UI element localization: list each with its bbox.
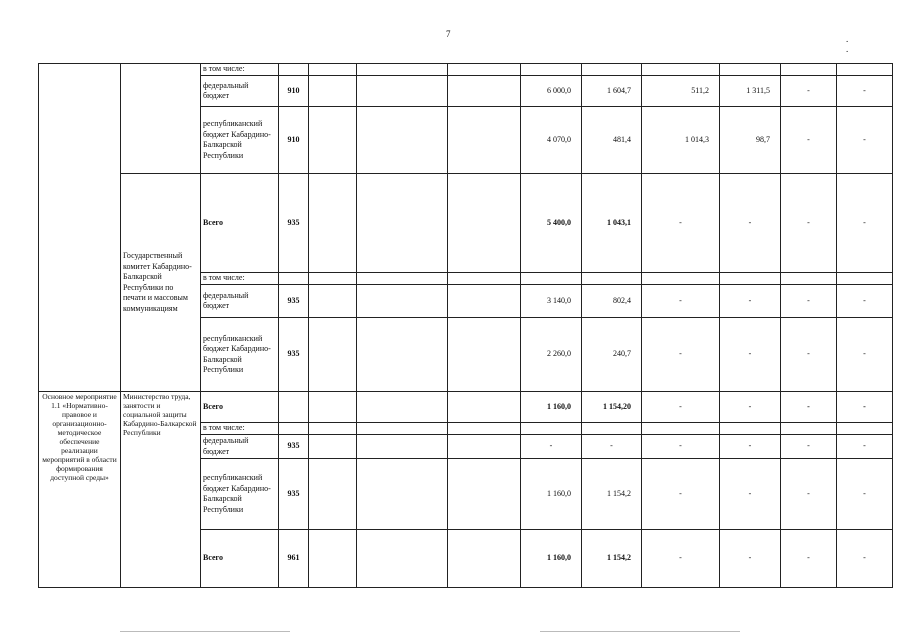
blank-cell xyxy=(309,64,357,76)
value-cell: - xyxy=(781,76,837,107)
funding-source: Всего xyxy=(201,392,279,423)
value-cell: - xyxy=(837,459,893,530)
value-cell: 1 160,0 xyxy=(521,530,582,588)
blank-cell xyxy=(309,285,357,318)
value-cell: - xyxy=(521,435,582,459)
blank-cell xyxy=(309,318,357,392)
funding-source: республиканский бюджет Кабардино-Балкарской Республики xyxy=(201,459,279,530)
value-cell: 1 160,0 xyxy=(521,459,582,530)
value-cell: - xyxy=(642,435,720,459)
value-cell: 802,4 xyxy=(582,285,642,318)
value-cell: - xyxy=(642,318,720,392)
value-cell: 3 140,0 xyxy=(521,285,582,318)
value-cell: - xyxy=(837,318,893,392)
blank-cell xyxy=(357,285,448,318)
value-cell: - xyxy=(720,435,781,459)
blank-cell xyxy=(309,392,357,423)
budget-code: 910 xyxy=(279,76,309,107)
blank-cell xyxy=(448,107,521,174)
value-cell xyxy=(837,423,893,435)
funding-source: в том числе: xyxy=(201,423,279,435)
value-cell: - xyxy=(720,174,781,273)
value-cell xyxy=(521,423,582,435)
value-cell: - xyxy=(642,174,720,273)
blank-cell xyxy=(357,392,448,423)
value-cell xyxy=(521,64,582,76)
value-cell: 1 154,2 xyxy=(582,530,642,588)
value-cell xyxy=(720,423,781,435)
footer-scan-artifact xyxy=(120,627,820,637)
executor-cell-empty xyxy=(121,64,201,174)
blank-cell xyxy=(448,174,521,273)
blank-cell xyxy=(357,174,448,273)
value-cell: - xyxy=(837,392,893,423)
value-cell: - xyxy=(582,435,642,459)
value-cell: - xyxy=(781,435,837,459)
value-cell: 240,7 xyxy=(582,318,642,392)
budget-code xyxy=(279,423,309,435)
budget-code: 935 xyxy=(279,459,309,530)
blank-cell xyxy=(309,174,357,273)
blank-cell xyxy=(357,459,448,530)
funding-source: Всего xyxy=(201,174,279,273)
value-cell: - xyxy=(781,318,837,392)
blank-cell xyxy=(448,392,521,423)
blank-cell xyxy=(448,273,521,285)
value-cell: - xyxy=(642,285,720,318)
blank-cell xyxy=(448,435,521,459)
value-cell: - xyxy=(720,392,781,423)
value-cell: - xyxy=(720,285,781,318)
blank-cell xyxy=(309,107,357,174)
value-cell: - xyxy=(837,107,893,174)
budget-code: 961 xyxy=(279,530,309,588)
value-cell: 481,4 xyxy=(582,107,642,174)
blank-cell xyxy=(309,273,357,285)
table-row xyxy=(39,174,893,273)
value-cell: - xyxy=(781,459,837,530)
value-cell: - xyxy=(720,530,781,588)
value-cell: - xyxy=(837,285,893,318)
blank-cell xyxy=(309,435,357,459)
table-row xyxy=(39,64,893,76)
value-cell: - xyxy=(781,107,837,174)
budget-table xyxy=(38,63,893,588)
value-cell: 1 154,2 xyxy=(582,459,642,530)
value-cell: 1 604,7 xyxy=(582,76,642,107)
value-cell xyxy=(582,423,642,435)
value-cell: - xyxy=(642,392,720,423)
value-cell xyxy=(720,273,781,285)
value-cell xyxy=(521,273,582,285)
budget-code: 935 xyxy=(279,174,309,273)
budget-code xyxy=(279,64,309,76)
value-cell: - xyxy=(837,76,893,107)
budget-code: 935 xyxy=(279,285,309,318)
value-cell: 5 400,0 xyxy=(521,174,582,273)
blank-cell xyxy=(357,435,448,459)
value-cell xyxy=(642,273,720,285)
activity-cell-empty xyxy=(39,64,121,392)
value-cell: - xyxy=(642,530,720,588)
value-cell xyxy=(582,273,642,285)
value-cell: - xyxy=(837,530,893,588)
value-cell: - xyxy=(720,318,781,392)
funding-source: федеральный бюджет xyxy=(201,285,279,318)
executor-press-committee: Государственный комитет Кабардино-Балкарской Республики по печати и массовым коммуникациям xyxy=(121,174,201,392)
blank-cell xyxy=(357,273,448,285)
funding-source: федеральный бюджет xyxy=(201,76,279,107)
value-cell xyxy=(837,64,893,76)
value-cell: 1 014,3 xyxy=(642,107,720,174)
value-cell xyxy=(720,64,781,76)
budget-code xyxy=(279,273,309,285)
blank-cell xyxy=(448,530,521,588)
value-cell: 98,7 xyxy=(720,107,781,174)
funding-source: федеральный бюджет xyxy=(201,435,279,459)
value-cell: - xyxy=(781,285,837,318)
blank-cell xyxy=(448,318,521,392)
value-cell: - xyxy=(781,530,837,588)
value-cell xyxy=(642,64,720,76)
value-cell: 1 154,20 xyxy=(582,392,642,423)
blank-cell xyxy=(357,530,448,588)
value-cell xyxy=(781,423,837,435)
blank-cell xyxy=(309,459,357,530)
page-number: 7 xyxy=(446,29,451,39)
value-cell xyxy=(837,273,893,285)
budget-code xyxy=(279,392,309,423)
blank-cell xyxy=(309,76,357,107)
value-cell: 1 043,1 xyxy=(582,174,642,273)
value-cell: - xyxy=(837,174,893,273)
value-cell: - xyxy=(781,174,837,273)
funding-source: в том числе: xyxy=(201,273,279,285)
value-cell xyxy=(781,273,837,285)
value-cell: 2 260,0 xyxy=(521,318,582,392)
value-cell: - xyxy=(781,392,837,423)
blank-cell xyxy=(357,107,448,174)
blank-cell xyxy=(309,530,357,588)
value-cell: 1 160,0 xyxy=(521,392,582,423)
blank-cell xyxy=(357,318,448,392)
corner-marks: . . xyxy=(846,34,871,54)
blank-cell xyxy=(448,423,521,435)
blank-cell xyxy=(357,64,448,76)
blank-cell xyxy=(448,459,521,530)
budget-code: 935 xyxy=(279,435,309,459)
blank-cell xyxy=(448,76,521,107)
executor-labor-ministry: Министерство труда, занятости и социальной защиты Кабардино-Балкарской Республики xyxy=(121,392,201,588)
blank-cell xyxy=(448,285,521,318)
funding-source: Всего xyxy=(201,530,279,588)
funding-source: республиканский бюджет Кабардино-Балкарской Республики xyxy=(201,107,279,174)
value-cell xyxy=(781,64,837,76)
blank-cell xyxy=(357,423,448,435)
value-cell: 511,2 xyxy=(642,76,720,107)
activity-1-1: Основное мероприятие 1.1 «Нормативно-правовое и организационно-методическое обеспечение реализации мероприятий в области формирования доступной среды» xyxy=(39,392,121,588)
blank-cell xyxy=(309,423,357,435)
budget-code: 935 xyxy=(279,318,309,392)
funding-source: республиканский бюджет Кабардино-Балкарской Республики xyxy=(201,318,279,392)
value-cell: - xyxy=(720,459,781,530)
funding-source: в том числе: xyxy=(201,64,279,76)
blank-cell xyxy=(448,64,521,76)
table-row xyxy=(39,392,893,423)
value-cell: - xyxy=(642,459,720,530)
budget-code: 910 xyxy=(279,107,309,174)
value-cell: - xyxy=(837,435,893,459)
value-cell: 1 311,5 xyxy=(720,76,781,107)
blank-cell xyxy=(357,76,448,107)
value-cell: 4 070,0 xyxy=(521,107,582,174)
value-cell xyxy=(582,64,642,76)
value-cell: 6 000,0 xyxy=(521,76,582,107)
value-cell xyxy=(642,423,720,435)
